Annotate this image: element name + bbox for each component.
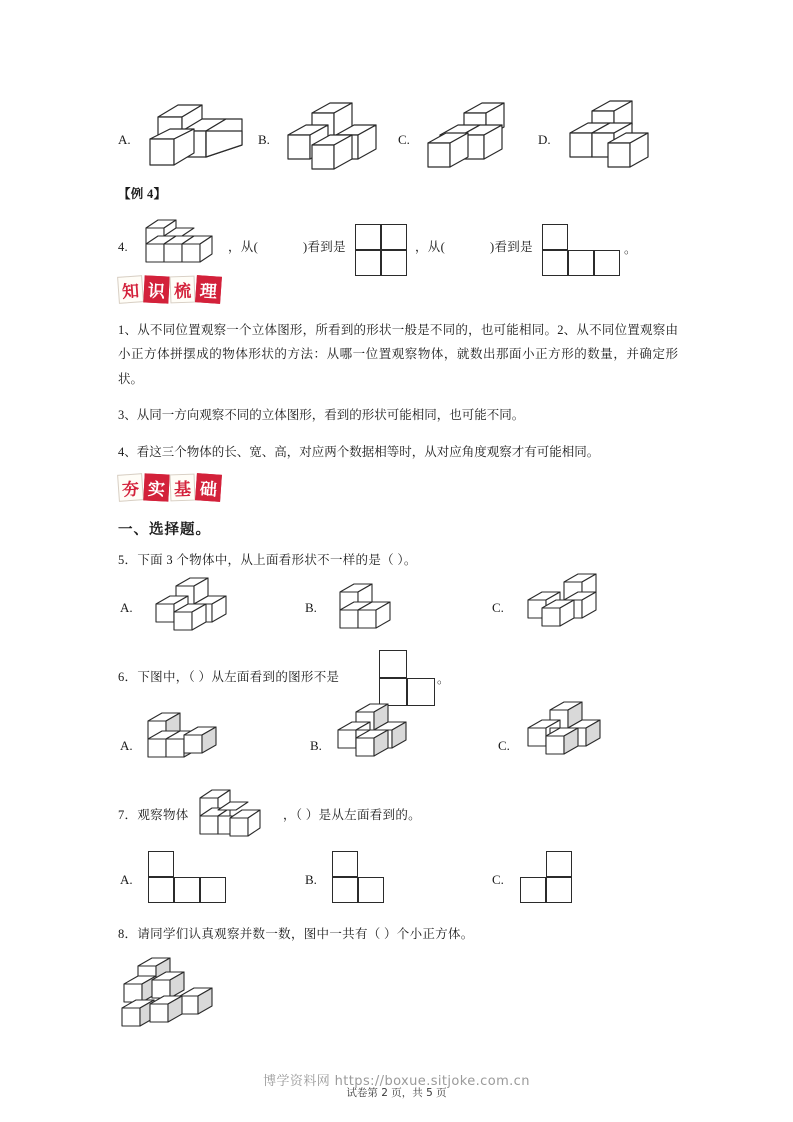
q7-option-a-grid [148,851,226,903]
knowledge-line: 1、从不同位置观察一个立体图形，所看到的形状一般是不同的，也可能相同。2、从不同位置观察由小正方体拼摆成的物体形状的方法：从哪一位置观察物体，就数出那面小正方形的数量，并确定形状。 [118,323,678,386]
knowledge-badge [118,276,222,303]
q3-option-a-figure [140,95,245,173]
q3-option-b-label: B. [258,132,270,147]
grid-cell [542,250,568,276]
q7-option-a-label: A. [120,872,133,887]
grid-cell [381,224,407,250]
q8-solid-figure [116,950,246,1055]
section-title-choice: 一、选择题。 [118,522,211,538]
grid-cell [332,877,358,903]
q3-option-d-figure [558,95,663,175]
q3-option-c-label: C. [398,132,410,147]
grid-cell [381,250,407,276]
q7-option-b-grid [332,851,384,903]
example-4-heading: 【例 4】 [118,187,167,201]
knowledge-body [118,318,678,476]
badge-char: 梳 [170,276,196,304]
knowledge-line: 3、从同一方向观察不同的立体图形，看到的形状可能相同，也可能不同。 [118,408,525,423]
q7-text-before: 7．观察物体 [118,808,189,822]
q6-option-b-figure [332,700,422,770]
q3-option-a-label: A. [118,132,131,147]
q5-option-b-figure [330,578,402,636]
badge-char: 基 [170,474,196,502]
grid-cell [355,250,381,276]
page-footer: 试卷第 2 页，共 5 页 [346,1087,447,1099]
q3-option-b-figure [278,95,383,177]
badge-char: 识 [143,275,169,303]
grid-cell [520,877,546,903]
grid-cell [542,224,568,250]
q4-solid-figure [138,216,224,268]
q5-text: 5．下面 3 个物体中，从上面看形状不一样的是（ ）。 [118,553,417,567]
grid-cell [546,877,572,903]
q5-option-b-label: B. [305,600,317,615]
q6-option-b-label: B. [310,738,322,753]
q8-text: 8．请同学们认真观察并数一数，图中一共有（ ）个小正方体。 [118,927,474,941]
q3-option-d-label: D. [538,132,551,147]
grid-cell [379,650,407,678]
q4-text-2: )看到是 [303,240,346,254]
grid-cell [594,250,620,276]
basics-badge [118,474,222,501]
q7-option-c-grid [520,851,572,903]
q6-view-grid-l [379,650,435,706]
q6-option-c-label: C. [498,738,510,753]
q5-option-a-figure [148,572,230,638]
grid-cell [568,250,594,276]
badge-char: 夯 [117,473,144,502]
badge-char: 实 [143,473,169,501]
grid-cell [358,877,384,903]
q7-option-b-label: B. [305,872,317,887]
grid-cell [174,877,200,903]
grid-cell [148,877,174,903]
q7-text-after: ，（ ）是从左面看到的。 [283,808,421,822]
knowledge-line: 4、看这三个物体的长、宽、高，对应两个数据相等时，从对应角度观察才有可能相同。 [118,444,600,459]
grid-cell [355,224,381,250]
badge-char: 知 [117,275,144,304]
q6-option-a-figure [142,705,232,771]
q4-text-4: )看到是 [490,240,533,254]
q4-view-grid-l [542,224,620,276]
q4-text-1: ，从( [228,240,259,254]
q7-solid-figure [190,786,276,844]
q6-text-after: 。 [437,672,450,686]
q7-option-c-label: C. [492,872,504,887]
grid-cell [148,851,174,877]
q5-option-c-figure [518,572,600,638]
q3-option-c-figure [418,95,523,175]
q6-text-before: 6．下图中，（ ）从左面看到的图形不是 [118,670,340,684]
badge-char: 础 [195,473,222,502]
q5-option-c-label: C. [492,600,504,615]
q6-option-c-figure [520,700,610,770]
q6-option-a-label: A. [120,738,133,753]
badge-char: 理 [195,275,222,304]
q4-text-5: 。 [624,242,637,256]
q5-option-a-label: A. [120,600,133,615]
site-watermark: 博学资料网 https://boxue.sitjoke.com.cn [263,1074,530,1089]
grid-cell [200,877,226,903]
q4-number: 4. [118,240,128,254]
q4-view-grid-2x2 [355,224,407,276]
grid-cell [332,851,358,877]
q4-text-3: ，从( [415,240,446,254]
grid-cell [546,851,572,877]
